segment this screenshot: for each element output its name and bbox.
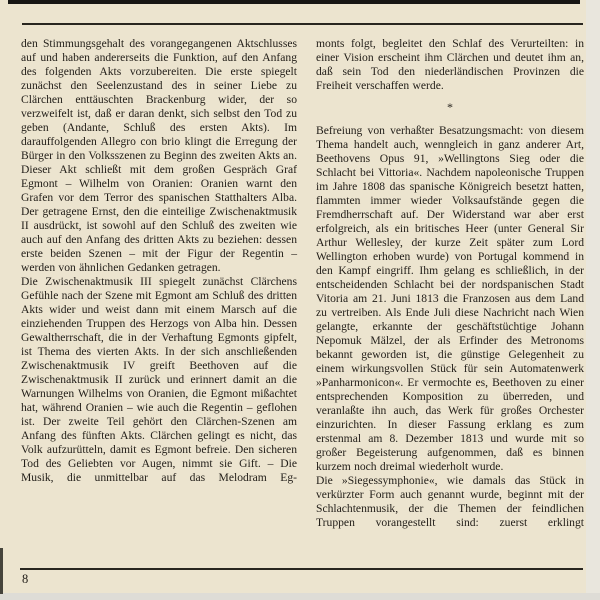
scan-top-edge <box>8 0 580 4</box>
paragraph: den Stimmungsgehalt des vorangegangenen Aktschlusses auf und haben andererseits die Funktion, auf den Anfang des folgenden Akts vorzubereiten. Die erste spiegelt zunächst den Seelenzustand des in seiner Liebe zu Clärchen enttäuschten Brackenburg wider, der so verzweifelt ist, daß er daran denkt, sich selbst den Tod zu geben (Andante, Schluß des ersten Akts). Im darauffolgenden Allegro con brio klingt die Erregung der Bürger in den Volksszenen zu Beginn des zweiten Akts an. Dieser Akt schließt mit dem großen Gespräch Graf Egmont – Wilhelm von Oranien: Oranien warnt den Grafen vor dem Terror des spanischen Statthalters Alba. Der getragene Ernst, den die einteilige Zwischenaktmusik II ausdrückt, ist sowohl auf den Schluß des zweiten wie auch auf den Anfang des dritten Akts zu beziehen: dessen erste beiden Szenen – mit der Figur der Regentin – werden von ähnlichen Gedanken getragen. <box>21 37 298 274</box>
footer-rule <box>20 568 583 570</box>
text-column-right <box>316 37 584 530</box>
scan-right-edge <box>586 0 600 600</box>
header-rule <box>22 23 583 25</box>
paragraph: Die »Siegessymphonie«, wie damals das Stück in verkürzter Form auch genannt wurde, beginnt mit der Schlachtenmusik, der die Themen der feindlichen Truppen vorangestellt sind: zuerst erklingt <box>316 474 584 529</box>
scan-left-edge <box>0 548 3 594</box>
paragraph: Die Zwischenaktmusik III spiegelt zunächst Clärchens Gefühle nach der Szene mit Egmont am Schluß des dritten Akts wider und weist dann mit einem Marsch auf die einziehenden Truppen des Herzogs von Alba hin. Dessen Gewaltherrschaft, die in der Verhaftung Egmonts gipfelt, ist Thema des vierten Akts. In der sich anschließenden Zwischenaktmusik IV greift Beethoven auf die Zwischenaktmusik II zurück und erinnert damit an die Warnungen Wilhelms von Oranien, die Egmont mißachtet hat, während Oranien – wie auch die Regentin – geflohen ist. Der zweite Teil gehört den Clärchen-Szenen am Anfang des fünften Akts. Clärchen gelingt es nicht, das Volk aufzurütteln, damit es Egmont befreie. Den sicheren Tod des Geliebten vor Augen, nimmt sie Gift. – Die Musik, die unmittelbar auf das Melodram Eg- <box>21 275 297 484</box>
paragraph: monts folgt, begleitet den Schlaf des Verurteilten: in einer Vision erscheint ihm Clärchen und deutet ihm an, daß sein Tod den niederländischen Provinzen die Freiheit verschaffen werde. <box>316 37 584 92</box>
asterisk-separator: * <box>447 100 453 114</box>
scan-bottom-edge <box>0 593 600 600</box>
paragraph: Befreiung von verhaßter Besatzungsmacht: von diesem Thema handelt auch, wenngleich in ganz anderer Art, Beethovens Opus 91, »Wellingtons Sieg oder die Schlacht bei Vittoria«. Nachdem napoleonische Truppen im Jahre 1808 das spanische Königreich besetzt hatten, flammten immer wieder Volksaufstände gegen die Fremdherrschaft auf. Der Widerstand war aber erst erfolgreich, als ein britisches Heer (unter General Sir Arthur Wellesley, der kurze Zeit später zum Lord Wellington erhoben wurde) von Portugal kommend in den Kampf eingriff. Ihm gelang es schließlich, in der entscheidenden Schlacht bei der nordspanischen Stadt Vitoria am 21. Juni 1813 die Franzosen aus dem Land zu vertreiben. Als Ende Juli diese Nachricht nach Wien gelangte, erkannte der geschäftstüchtige Johann Nepomuk Mälzel, der als Erfinder des Metronoms bekannt geworden ist, die günstige Gelegenheit zu einem wirkungsvollen Stück für sein Automatenwerk »Panharmonicon«. Er vermochte es, Beethoven zu einer entsprechenden Komposition zu überreden, und veranlaßte ihn auch, das Werk für großes Orchester einzurichten. In dieser Fassung erklang es zum erstenmal am 8. Dezember 1813 und wurde mit so großer Begeisterung aufgenommen, daß es binnen kurzem noch dreimal wiederholt wurde. <box>316 124 584 473</box>
page-number: 8 <box>22 572 29 586</box>
text-column-left <box>21 37 297 485</box>
